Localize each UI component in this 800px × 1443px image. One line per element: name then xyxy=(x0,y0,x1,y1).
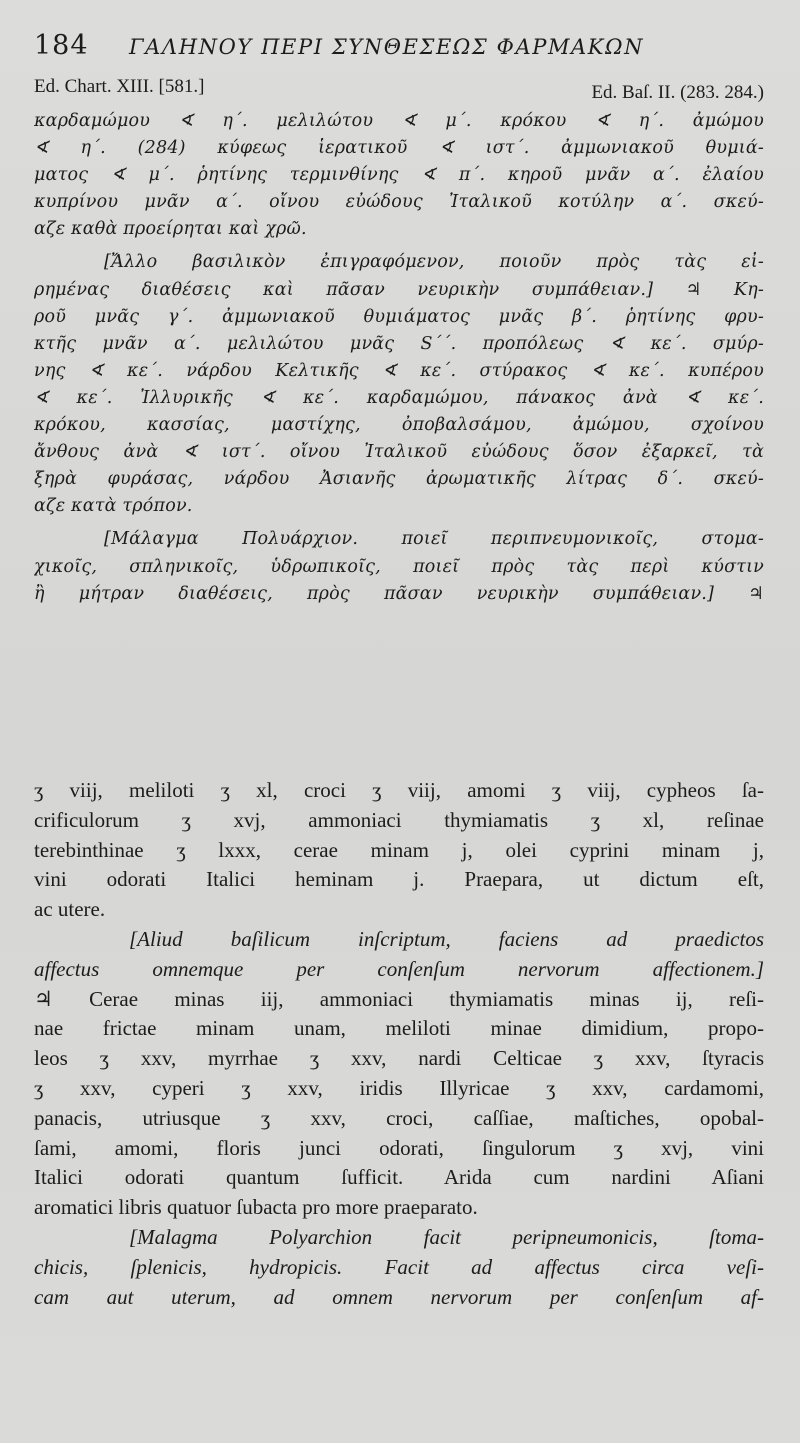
latin-line: terebinthinae ʒ lxxx, cerae minam j, olei cyprini minam j, xyxy=(34,837,764,862)
running-title: ΓΑΛΗΝΟΥ ΠΕΡΙ ΣΥΝΘΕΣΕΩΣ ΦΑΡΜΑΚΩΝ xyxy=(129,35,645,59)
latin-line: Italici odorati quantum ſufficit. Arida cum nardini Aſiani xyxy=(34,1165,764,1190)
greek-line: ρημένας διαθέσεις καὶ πᾶσαν νευρικὴν συμπάθειαν.] ♃ Κη- xyxy=(34,279,764,300)
greek-line: [Μάλαγμα Πολυάρχιον. ποιεῖ περιπνευμονικοῖς, στομα- xyxy=(104,529,764,550)
edition-references xyxy=(34,76,764,104)
latin-line: [Aliud baſilicum inſcriptum, faciens ad praedictos xyxy=(129,926,764,951)
latin-line: panacis, utriusque ʒ xxv, croci, caſſiae, maſtiches, opobal- xyxy=(34,1105,764,1130)
edition-reference-basel: Ed. Baſ. II. (283. 284.) xyxy=(591,82,764,103)
latin-line: ʒ xxv, cyperi ʒ xxv, iridis Illyricae ʒ xxv, cardamomi, xyxy=(34,1075,764,1100)
greek-line: ροῦ μνᾶς γ΄. ἀμμωνιακοῦ θυμιάματος μνᾶς β΄. ῥητίνης φρυ- xyxy=(34,306,764,327)
greek-line: αζε καθὰ προείρηται καὶ χρῶ. xyxy=(34,219,307,240)
latin-line: nae frictae minam unam, meliloti minae dimidium, propo- xyxy=(34,1016,764,1041)
greek-line: ἢ μήτραν διαθέσεις, πρὸς πᾶσαν νευρικὴν συμπάθειαν.] ♃ xyxy=(34,583,764,604)
greek-line: ἄνθους ἀνὰ ∢ ιστ΄. οἴνου Ἰταλικοῦ εὐώδους ὅσον ἐξαρκεῖ, τὰ xyxy=(34,442,764,463)
greek-line: ματος ∢ μ΄. ῥητίνης τερμινθίνης ∢ π΄. κηροῦ μνᾶν α΄. ἐλαίου xyxy=(34,165,764,186)
latin-line: cam aut uterum, ad omnem nervorum per conſenſum af- xyxy=(34,1284,764,1309)
latin-line: crificulorum ʒ xvj, ammoniaci thymiamatis ʒ xl, reſinae xyxy=(34,807,764,832)
greek-line: κρόκου, κασσίας, μαστίχης, ὀποβαλσάμου, ἀμώμου, σχοίνου xyxy=(34,415,764,436)
latin-line: leos ʒ xxv, myrrhae ʒ xxv, nardi Celticae ʒ xxv, ſtyracis xyxy=(34,1046,764,1071)
greek-line: κτῆς μνᾶν α΄. μελιλώτου μνᾶς S΄΄. προπόλεως ∢ κε΄. σμύρ- xyxy=(34,333,764,354)
greek-line: ∢ κε΄. Ἰλλυρικῆς ∢ κε΄. καρδαμώμου, πάνακος ἀνὰ ∢ κε΄. xyxy=(34,387,764,408)
greek-line: ∢ η΄. (284) κύφεως ἱερατικοῦ ∢ ιστ΄. ἀμμωνιακοῦ θυμιά- xyxy=(34,138,764,159)
greek-line: [Ἄλλο βασιλικὸν ἐπιγραφόμενον, ποιοῦν πρὸς τὰς εἰ- xyxy=(104,252,764,273)
page-number: 184 xyxy=(34,30,89,61)
latin-line: vini odorati Italici heminam j. Praepara, ut dictum eſt, xyxy=(34,867,764,892)
latin-line: [Malagma Polyarchion facit peripneumonicis, ſtoma- xyxy=(129,1224,764,1249)
latin-line: chicis, ſplenicis, hydropicis. Facit ad affectus circa veſi- xyxy=(34,1254,764,1279)
greek-line: ξηρὰ φυράσας, νάρδου Ἀσιανῆς ἀρωματικῆς λίτρας δ΄. σκεύ- xyxy=(34,469,764,490)
greek-line: κυπρίνου μνᾶν α΄. οἴνου εὐώδους Ἰταλικοῦ κοτύλην α΄. σκεύ- xyxy=(34,192,764,213)
greek-line: αζε κατὰ τρόπον. xyxy=(34,496,193,517)
latin-line: ac utere. xyxy=(34,897,106,922)
greek-text-block xyxy=(34,108,764,608)
latin-text-block xyxy=(34,776,764,1312)
edition-reference-chartier: Ed. Chart. XIII. [581.] xyxy=(34,76,205,97)
running-head xyxy=(34,30,774,66)
latin-line: ʒ viij, meliloti ʒ xl, croci ʒ viij, amomi ʒ viij, cypheos ſa- xyxy=(34,778,764,802)
latin-line: ♃ Cerae minas iij, ammoniaci thymiamatis minas ij, reſi- xyxy=(34,986,764,1011)
latin-line: aromatici libris quatuor ſubacta pro more praeparato. xyxy=(34,1195,478,1220)
greek-line: καρδαμώμου ∢ η΄. μελιλώτου ∢ μ΄. κρόκου ∢ η΄. ἀμώμου xyxy=(34,111,764,131)
greek-line: νης ∢ κε΄. νάρδου Κελτικῆς ∢ κε΄. στύρακος ∢ κε΄. κυπέρου xyxy=(34,360,764,381)
greek-line: χικοῖς, σπληνικοῖς, ὑδρωπικοῖς, ποιεῖ πρὸς τὰς περὶ κύστιν xyxy=(34,556,764,577)
latin-line: ſami, amomi, floris junci odorati, ſingulorum ʒ xvj, vini xyxy=(34,1135,764,1160)
latin-line: affectus omnemque per conſenſum nervorum affectionem.] xyxy=(34,956,764,981)
